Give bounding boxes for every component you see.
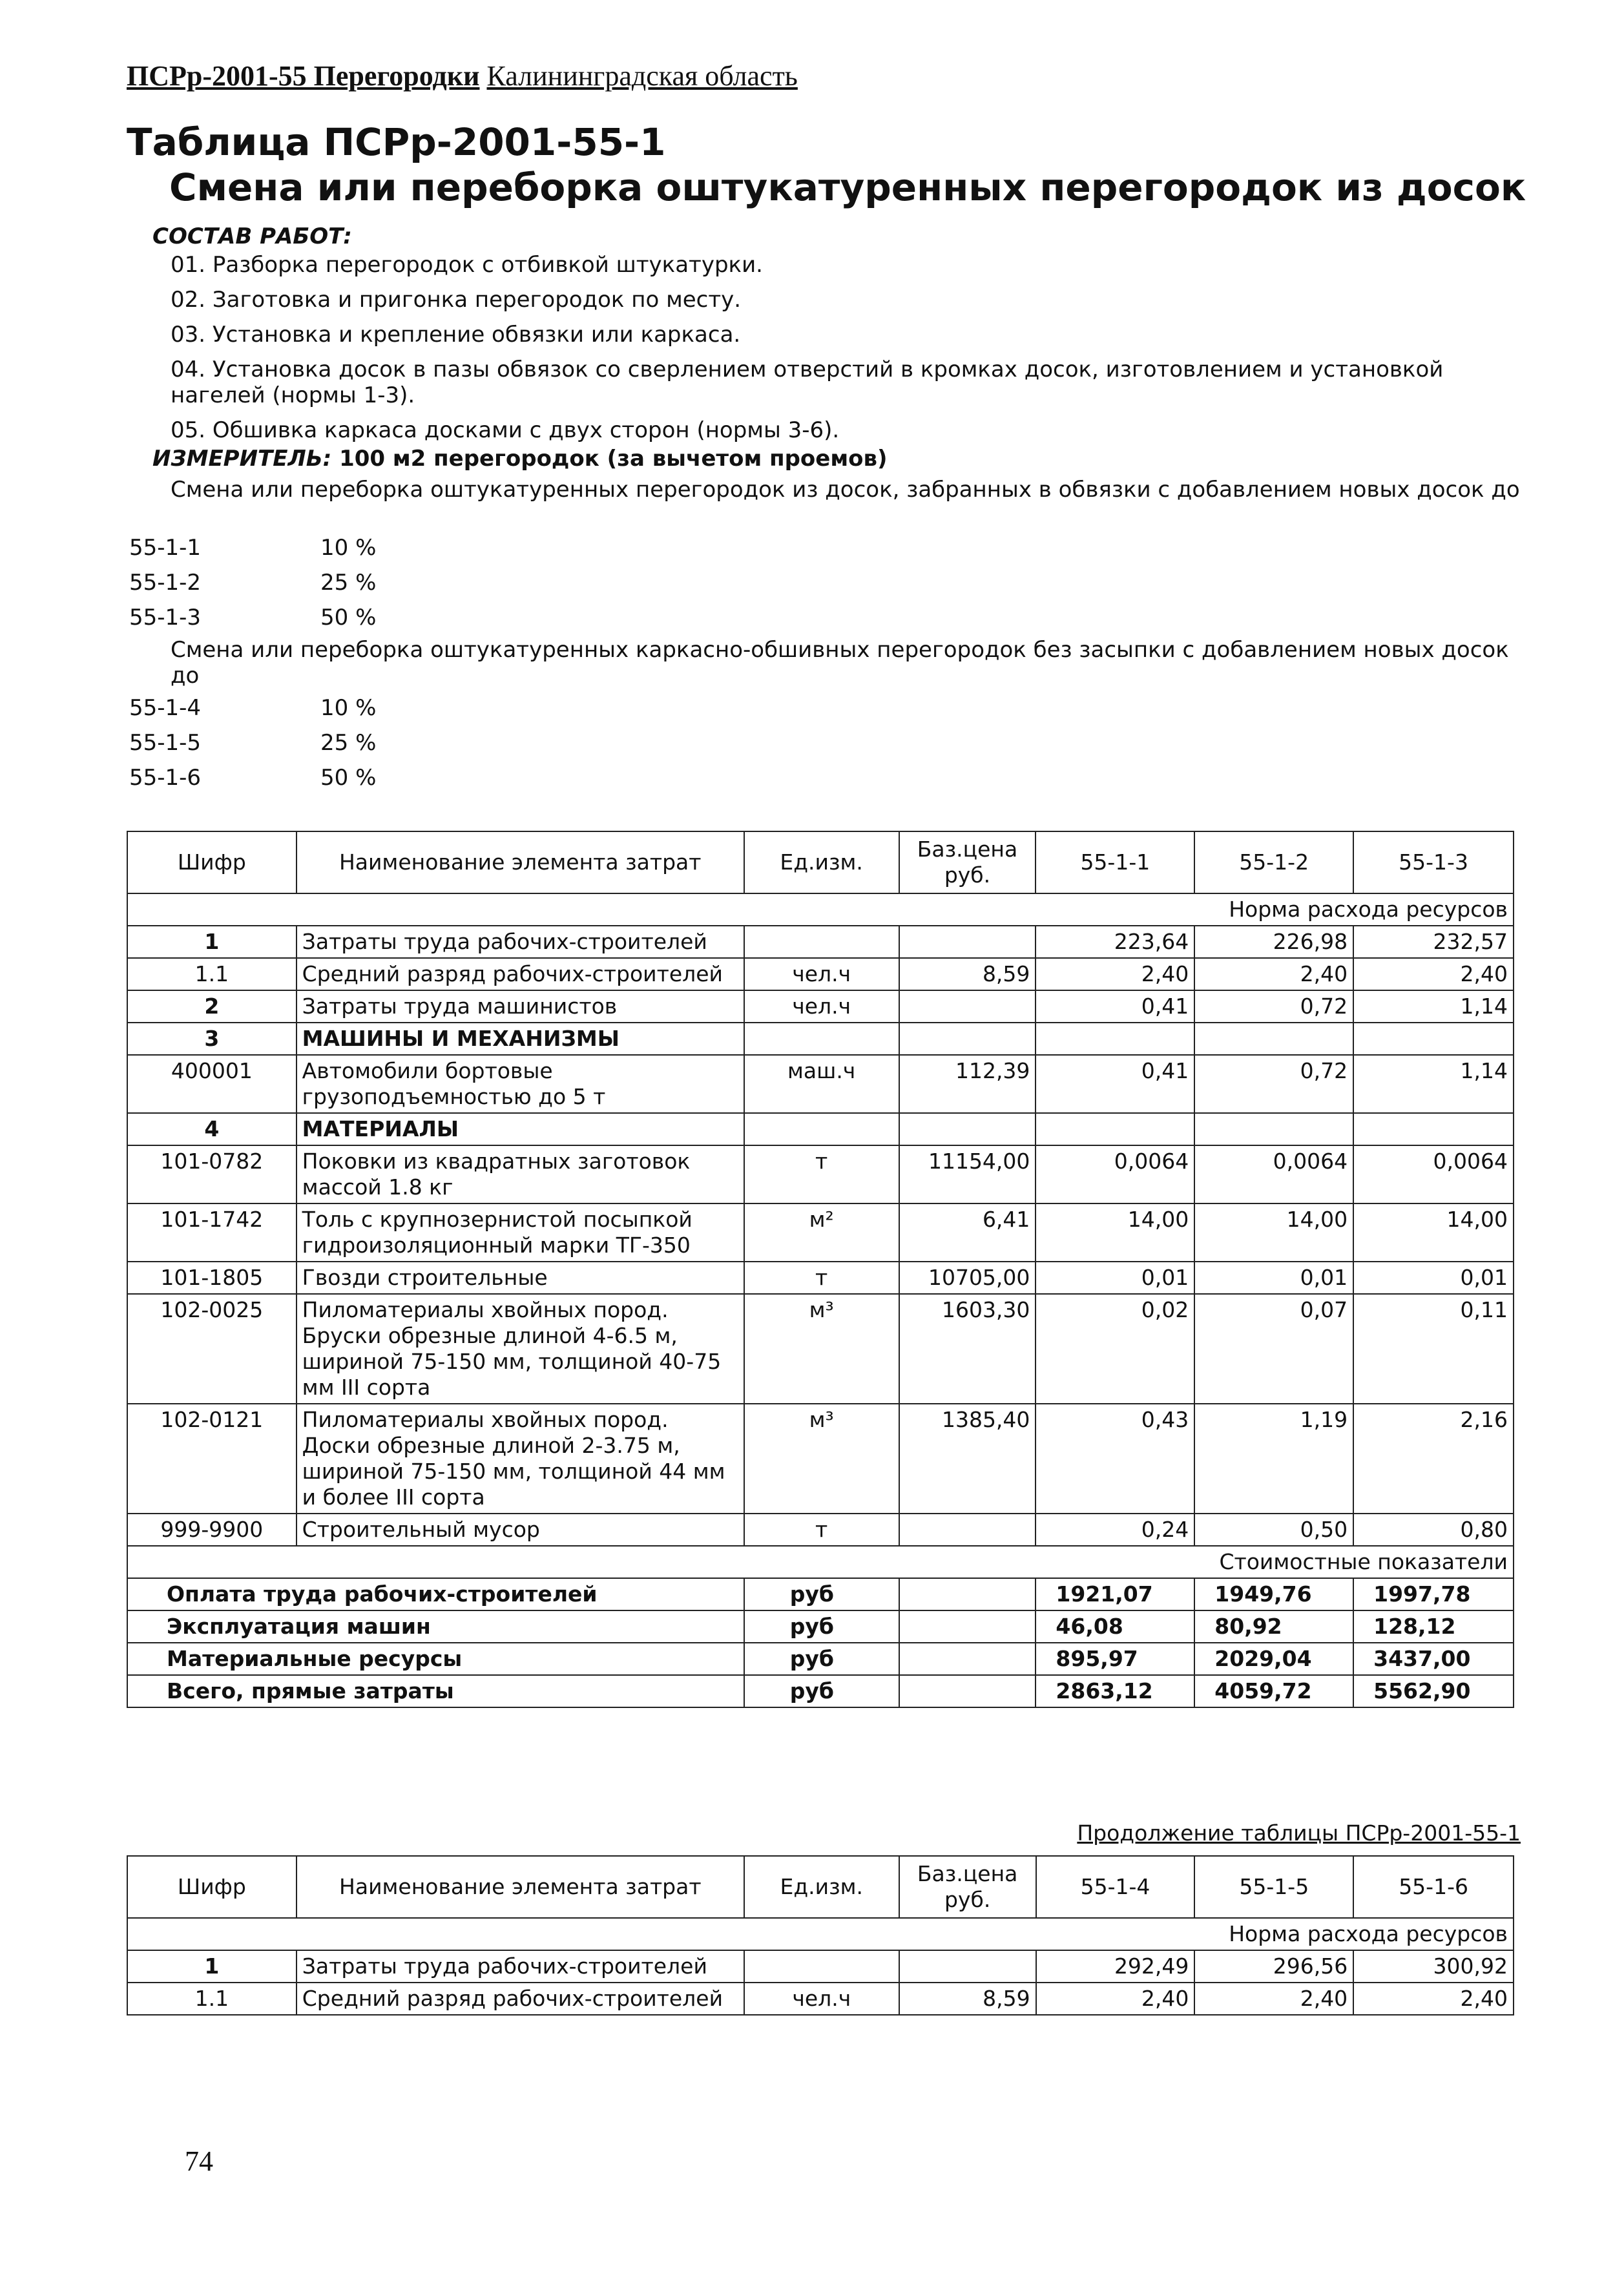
cost-row: [127, 1675, 1514, 1707]
continuation-note: Продолжение таблицы ПСРр-2001-55-1: [1077, 1820, 1521, 1846]
variant-percent: 10 %: [320, 695, 377, 721]
norm-label-row: [127, 893, 1514, 926]
cost-value: 46,08: [1036, 1610, 1194, 1643]
row-name: Пиломатериалы хвойных пород. Бруски обрезные длиной 4-6.5 м, шириной 75-150 мм, толщиной 40-75 мм III сорта: [297, 1294, 744, 1404]
row-value: 1,14: [1353, 990, 1514, 1023]
table-row: [127, 1023, 1514, 1055]
variant-row: [129, 605, 376, 640]
variant-code: 55-1-2: [129, 570, 202, 596]
row-value: 0,43: [1036, 1404, 1194, 1514]
row-value: 0,41: [1036, 1055, 1194, 1113]
cost-value: 1949,76: [1194, 1578, 1353, 1610]
norm-label: Норма расхода ресурсов: [127, 1918, 1514, 1950]
column-header: Наименование элемента затрат: [297, 831, 744, 893]
row-price: [899, 926, 1036, 958]
row-value: [1353, 1113, 1514, 1145]
norm-label: Норма расхода ресурсов: [127, 893, 1514, 926]
cost-unit: руб: [744, 1578, 899, 1610]
table-row: [127, 926, 1514, 958]
row-value: 0,0064: [1353, 1145, 1514, 1203]
table-subtitle: Смена или переборка оштукатуренных перегородок из досок: [169, 165, 1526, 209]
step-item: 02. Заготовка и пригонка перегородок по месту.: [171, 287, 742, 313]
variant-row: [129, 765, 376, 800]
row-unit: [744, 1113, 899, 1145]
row-unit: чел.ч: [744, 990, 899, 1023]
table-title: Таблица ПСРр-2001-55-1: [127, 120, 666, 164]
resource-norms-table-continued: [127, 1855, 1514, 2015]
row-name: Поковки из квадратных заготовок массой 1.8 кг: [297, 1145, 744, 1203]
row-value: 1,14: [1353, 1055, 1514, 1113]
row-value: 0,11: [1353, 1294, 1514, 1404]
header-region: Калининградская область: [486, 60, 798, 92]
row-unit: чел.ч: [744, 958, 899, 990]
variant-percent: 25 %: [320, 570, 377, 596]
column-header: Шифр: [127, 831, 297, 893]
row-code: 101-1742: [127, 1203, 297, 1262]
header-row: [127, 831, 1514, 893]
row-code: 1.1: [127, 958, 297, 990]
variant-code: 55-1-5: [129, 730, 202, 756]
row-price: 6,41: [899, 1203, 1036, 1262]
step-item: 03. Установка и крепление обвязки или каркаса.: [171, 322, 741, 348]
row-code: 400001: [127, 1055, 297, 1113]
cost-value: 1921,07: [1036, 1578, 1194, 1610]
cost-name: Материальные ресурсы: [127, 1643, 744, 1675]
group2-variants: [129, 695, 376, 800]
row-value: 0,24: [1036, 1514, 1194, 1546]
row-unit: м³: [744, 1404, 899, 1514]
table-row: [127, 1203, 1514, 1262]
row-name: Средний разряд рабочих-строителей: [297, 1983, 744, 2015]
row-unit: [744, 1023, 899, 1055]
row-unit: т: [744, 1262, 899, 1294]
table-row: [127, 990, 1514, 1023]
column-header: 55-1-2: [1194, 831, 1353, 893]
variant-code: 55-1-4: [129, 695, 202, 721]
row-value: 0,01: [1036, 1262, 1194, 1294]
row-value: 226,98: [1194, 926, 1353, 958]
column-header: 55-1-3: [1353, 831, 1514, 893]
cost-name: Оплата труда рабочих-строителей: [127, 1578, 744, 1610]
row-value: 232,57: [1353, 926, 1514, 958]
row-name: Толь с крупнозернистой посыпкой гидроизоляционный марки ТГ-350: [297, 1203, 744, 1262]
variant-row: [129, 695, 376, 730]
header-code: ПСРр-2001-55 Перегородки: [127, 60, 480, 92]
cost-unit: руб: [744, 1675, 899, 1707]
row-price: [899, 1950, 1036, 1983]
column-header: 55-1-5: [1194, 1856, 1353, 1918]
header-row: [127, 1856, 1514, 1918]
variant-percent: 10 %: [320, 535, 377, 561]
cost-empty: [899, 1578, 1036, 1610]
row-value: 14,00: [1036, 1203, 1194, 1262]
row-value: [1194, 1113, 1353, 1145]
row-name: Автомобили бортовые грузоподъемностью до 5 т: [297, 1055, 744, 1113]
row-value: 0,72: [1194, 990, 1353, 1023]
row-value: 0,02: [1036, 1294, 1194, 1404]
table-row: [127, 958, 1514, 990]
row-name: МАШИНЫ И МЕХАНИЗМЫ: [297, 1023, 744, 1055]
row-unit: т: [744, 1145, 899, 1203]
row-name: Пиломатериалы хвойных пород. Доски обрезные длиной 2-3.75 м, шириной 75-150 мм, толщиной 44 мм и более III сорта: [297, 1404, 744, 1514]
cost-value: 895,97: [1036, 1643, 1194, 1675]
row-code: 1.1: [127, 1983, 297, 2015]
group1-description: Смена или переборка оштукатуренных перегородок из досок, забранных в обвязки с добавлением новых досок до: [171, 477, 1520, 503]
cost-row: [127, 1643, 1514, 1675]
resource-norms-table: [127, 831, 1514, 1708]
row-value: 2,40: [1036, 1983, 1195, 2015]
table-row: [127, 1404, 1514, 1514]
row-name: Затраты труда рабочих-строителей: [297, 926, 744, 958]
row-price: [899, 990, 1036, 1023]
cost-value: 2863,12: [1036, 1675, 1194, 1707]
row-value: [1036, 1023, 1194, 1055]
cost-unit: руб: [744, 1643, 899, 1675]
row-price: 10705,00: [899, 1262, 1036, 1294]
row-code: 101-0782: [127, 1145, 297, 1203]
row-price: [899, 1023, 1036, 1055]
row-price: 1385,40: [899, 1404, 1036, 1514]
column-header: 55-1-6: [1353, 1856, 1514, 1918]
row-price: 8,59: [899, 958, 1036, 990]
step-item: 04. Установка досок в пазы обвязок со сверлением отверстий в кромках досок, изготовлением и установкой нагелей (нормы 1-3).: [171, 357, 1444, 408]
cost-value: 2029,04: [1194, 1643, 1353, 1675]
row-value: 0,0064: [1036, 1145, 1194, 1203]
cost-name: Всего, прямые затраты: [127, 1675, 744, 1707]
row-value: 0,50: [1194, 1514, 1353, 1546]
column-header: 55-1-4: [1036, 1856, 1195, 1918]
column-header: Шифр: [127, 1856, 297, 1918]
row-code: 4: [127, 1113, 297, 1145]
cost-empty: [899, 1610, 1036, 1643]
row-value: 223,64: [1036, 926, 1194, 958]
row-code: 1: [127, 1950, 297, 1983]
group2-description: Смена или переборка оштукатуренных каркасно-обшивных перегородок без засыпки с добавлением новых досок до: [171, 637, 1509, 689]
row-value: 2,40: [1353, 958, 1514, 990]
cost-value: 80,92: [1194, 1610, 1353, 1643]
composition-steps: [171, 252, 1501, 452]
table-row: [127, 1983, 1514, 2015]
cost-label-row: [127, 1546, 1514, 1578]
cost-empty: [899, 1675, 1036, 1707]
row-price: 1603,30: [899, 1294, 1036, 1404]
row-code: 101-1805: [127, 1262, 297, 1294]
row-name: Затраты труда рабочих-строителей: [297, 1950, 744, 1983]
row-value: 300,92: [1353, 1950, 1514, 1983]
cost-row: [127, 1578, 1514, 1610]
table-row: [127, 1055, 1514, 1113]
row-code: 1: [127, 926, 297, 958]
row-unit: м³: [744, 1294, 899, 1404]
column-header: Ед.изм.: [744, 831, 899, 893]
row-value: 292,49: [1036, 1950, 1195, 1983]
variant-percent: 25 %: [320, 730, 377, 756]
row-value: [1194, 1023, 1353, 1055]
variant-percent: 50 %: [320, 605, 377, 630]
row-name: Гвозди строительные: [297, 1262, 744, 1294]
row-unit: [744, 926, 899, 958]
table-row: [127, 1950, 1514, 1983]
row-price: 8,59: [899, 1983, 1036, 2015]
row-value: 0,80: [1353, 1514, 1514, 1546]
cost-value: 128,12: [1353, 1610, 1514, 1643]
cost-name: Эксплуатация машин: [127, 1610, 744, 1643]
row-value: 2,16: [1353, 1404, 1514, 1514]
row-value: 2,40: [1194, 958, 1353, 990]
row-code: 102-0025: [127, 1294, 297, 1404]
cost-value: 1997,78: [1353, 1578, 1514, 1610]
row-value: 0,41: [1036, 990, 1194, 1023]
table-row: [127, 1262, 1514, 1294]
column-header: Ед.изм.: [744, 1856, 899, 1918]
row-name: МАТЕРИАЛЫ: [297, 1113, 744, 1145]
column-header: Баз.цена руб.: [899, 1856, 1036, 1918]
row-value: 2,40: [1036, 958, 1194, 990]
row-price: 11154,00: [899, 1145, 1036, 1203]
row-value: [1353, 1023, 1514, 1055]
table-row: [127, 1113, 1514, 1145]
table-row: [127, 1145, 1514, 1203]
variant-row: [129, 730, 376, 765]
row-unit: чел.ч: [744, 1983, 899, 2015]
cost-empty: [899, 1643, 1036, 1675]
row-code: 2: [127, 990, 297, 1023]
page-number: 74: [185, 2145, 213, 2177]
row-code: 3: [127, 1023, 297, 1055]
variant-percent: 50 %: [320, 765, 377, 791]
cost-label: Стоимостные показатели: [127, 1546, 1514, 1578]
row-unit: [744, 1950, 899, 1983]
row-value: 0,01: [1353, 1262, 1514, 1294]
row-value: 0,0064: [1194, 1145, 1353, 1203]
column-header: Баз.цена руб.: [899, 831, 1036, 893]
row-value: 1,19: [1194, 1404, 1353, 1514]
cost-value: 4059,72: [1194, 1675, 1353, 1707]
row-value: 0,01: [1194, 1262, 1353, 1294]
row-price: [899, 1113, 1036, 1145]
table-row: [127, 1294, 1514, 1404]
row-name: Затраты труда машинистов: [297, 990, 744, 1023]
row-unit: т: [744, 1514, 899, 1546]
row-value: 296,56: [1194, 1950, 1353, 1983]
running-header: [127, 59, 798, 92]
column-header: Наименование элемента затрат: [297, 1856, 744, 1918]
row-price: 112,39: [899, 1055, 1036, 1113]
row-value: 0,07: [1194, 1294, 1353, 1404]
variant-row: [129, 535, 376, 570]
measure-line: [152, 446, 888, 472]
variant-code: 55-1-3: [129, 605, 202, 630]
row-code: 102-0121: [127, 1404, 297, 1514]
norm-label-row: [127, 1918, 1514, 1950]
row-value: 0,72: [1194, 1055, 1353, 1113]
variant-code: 55-1-6: [129, 765, 202, 791]
column-header: 55-1-1: [1036, 831, 1194, 893]
table-row: [127, 1514, 1514, 1546]
row-name: Средний разряд рабочих-строителей: [297, 958, 744, 990]
row-value: 2,40: [1194, 1983, 1353, 2015]
variant-code: 55-1-1: [129, 535, 202, 561]
measure-label: ИЗМЕРИТЕЛЬ:: [152, 446, 332, 472]
row-name: Строительный мусор: [297, 1514, 744, 1546]
cost-unit: руб: [744, 1610, 899, 1643]
cost-row: [127, 1610, 1514, 1643]
cost-value: 5562,90: [1353, 1675, 1514, 1707]
row-value: 14,00: [1194, 1203, 1353, 1262]
variant-row: [129, 570, 376, 605]
composition-label: СОСТАВ РАБОТ:: [152, 224, 352, 249]
row-value: 14,00: [1353, 1203, 1514, 1262]
group1-variants: [129, 535, 376, 640]
step-item: 05. Обшивка каркаса досками с двух сторон (нормы 3-6).: [171, 417, 840, 443]
row-unit: маш.ч: [744, 1055, 899, 1113]
row-code: 999-9900: [127, 1514, 297, 1546]
step-item: 01. Разборка перегородок с отбивкой штукатурки.: [171, 252, 763, 278]
measure-value: 100 м2 перегородок (за вычетом проемов): [339, 446, 888, 472]
row-value: 2,40: [1353, 1983, 1514, 2015]
row-value: [1036, 1113, 1194, 1145]
row-unit: м²: [744, 1203, 899, 1262]
cost-value: 3437,00: [1353, 1643, 1514, 1675]
row-price: [899, 1514, 1036, 1546]
